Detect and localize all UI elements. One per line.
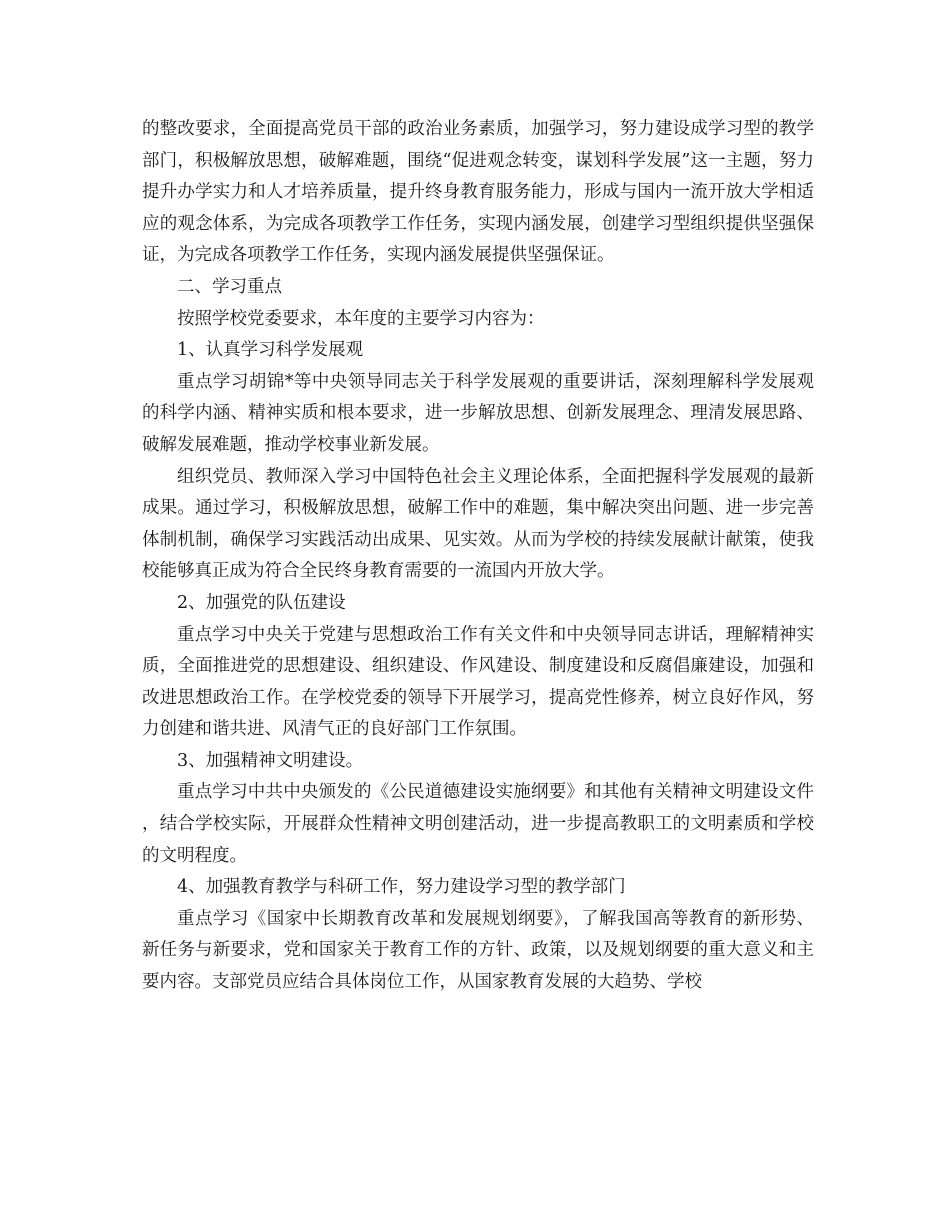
section-heading-learning-focus: 二、学习重点 <box>177 276 282 297</box>
paragraph-1b: 组织党员、教师深入学习中国特色社会主义理论体系，全面把握科学发展观的最新成果。通过学习，积极解放思想，破解工作中的难题，集中解决突出问题、进一步完善体制机制，确保学习实践活动出成果、见实效。从而为学校的持续发展献计献策，使我校能够真正成为符合全民终身教育需要的一流国内开放大学。 <box>142 466 814 582</box>
subheading-3: 3、加强精神文明建设。 <box>177 750 364 771</box>
paragraph-1a: 重点学习胡锦*等中央领导同志关于科学发展观的重要讲话，深刻理解科学发展观的科学内涵、精神实质和根本要求，进一步解放思想、创新发展理念、理清发展思路、破解发展难题，推动学校事业新发展。 <box>142 371 814 455</box>
subheading-1: 1、认真学习科学发展观 <box>177 340 364 361</box>
document-page <box>142 114 814 999</box>
paragraph-4: 重点学习《国家中长期教育改革和发展规划纲要》，了解我国高等教育的新形势、新任务与新要求，党和国家关于教育工作的方针、政策，以及规划纲要的重大意义和主要内容。支部党员应结合具体岗位工作，从国家教育发展的大趋势、学校 <box>142 908 814 993</box>
subheading-2: 2、加强党的队伍建设 <box>177 592 346 613</box>
paragraph-content-overview: 按照学校党委要求，本年度的主要学习内容为： <box>177 308 545 329</box>
subheading-4: 4、加强教育教学与科研工作，努力建设学习型的教学部门 <box>177 877 626 898</box>
paragraph-intro-continuation: 的整改要求，全面提高党员干部的政治业务素质，加强学习，努力建设成学习型的教学部门，积极解放思想，破解难题，围绕“促进观念转变，谋划科学发展”这一主题，努力提升办学实力和人才培养质量，提升终身教育服务能力，形成与国内一流开放大学相适应的观念体系，为完成各项教学工作任务，实现内涵发展，创建学习型组织提供坚强保证，为完成各项教学工作任务，实现内涵发展提供坚强保证。 <box>142 119 814 266</box>
paragraph-2: 重点学习中央关于党建与思想政治工作有关文件和中央领导同志讲话，理解精神实质，全面推进党的思想建设、组织建设、作风建设、制度建设和反腐倡廉建设，加强和改进思想政治工作。在学校党委的领导下开展学习，提高党性修养，树立良好作风，努力创建和谐共进、风清气正的良好部门工作氛围。 <box>142 624 814 740</box>
paragraph-3: 重点学习中共中央颁发的《公民道德建设实施纲要》和其他有关精神文明建设文件，结合学校实际，开展群众性精神文明创建活动，进一步提高教职工的文明素质和学校的文明程度。 <box>142 782 814 866</box>
